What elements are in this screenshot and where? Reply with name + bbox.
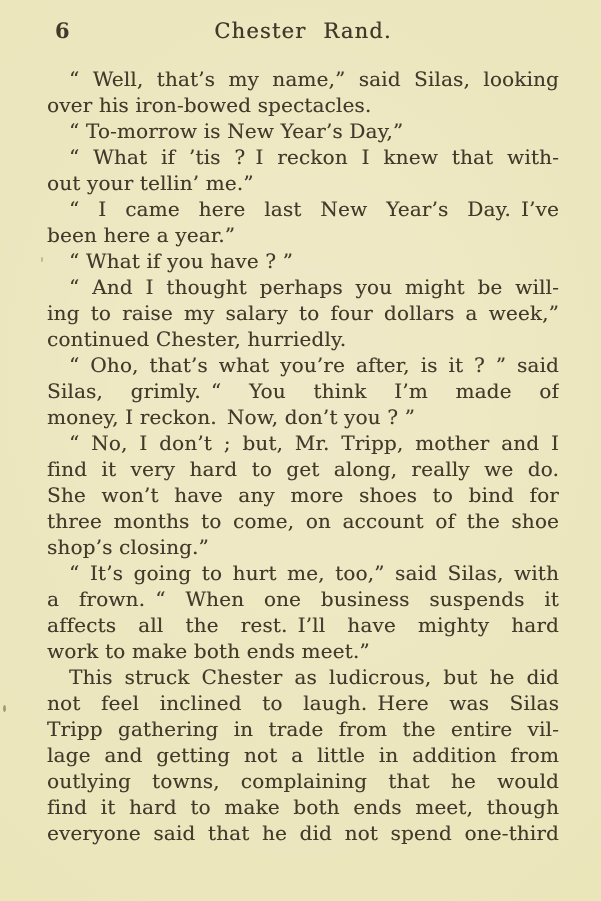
paragraph xyxy=(47,664,559,846)
text-line: “ What if ’tis ? I reckon I knew that with- xyxy=(69,145,559,169)
text-line: She won’t have any more shoes to bind for xyxy=(47,483,559,507)
paragraph xyxy=(47,352,559,430)
text-line: “ And I thought perhaps you might be will- xyxy=(69,275,559,299)
running-title: Chester Rand. xyxy=(214,19,392,43)
paragraph xyxy=(47,196,559,248)
text-line: “ Oho, that’s what you’re after, is it ? ” said xyxy=(69,353,559,377)
text-line: over his iron-bowed spectacles. xyxy=(47,93,372,117)
text-line: find it very hard to get along, really we do. xyxy=(47,457,559,481)
paragraph xyxy=(47,248,559,274)
text-line: “ What if you have ? ” xyxy=(69,249,293,273)
text-line: “ It’s going to hurt me, too,” said Silas, with xyxy=(69,561,559,585)
ink-speck xyxy=(41,257,43,262)
ink-speck xyxy=(3,705,6,712)
paragraph xyxy=(47,144,559,196)
text-line: Silas, grimly. “ You think I’m made of xyxy=(47,379,559,403)
text-line: “ Well, that’s my name,” said Silas, looking xyxy=(69,67,559,91)
text-line: “ To-morrow is New Year’s Day,” xyxy=(69,119,404,143)
text-line: not feel inclined to laugh. Here was Silas xyxy=(47,691,559,715)
text-line: find it hard to make both ends meet, though xyxy=(47,795,559,819)
text-line: three months to come, on account of the shoe xyxy=(47,509,559,533)
text-line: affects all the rest. I’ll have mighty hard xyxy=(47,613,559,637)
page-number: 6 xyxy=(55,18,71,43)
text-line: lage and getting not a little in addition from xyxy=(47,743,559,767)
running-head xyxy=(47,18,559,44)
text-line: shop’s closing.” xyxy=(47,535,209,559)
page-text xyxy=(47,66,559,846)
paragraph xyxy=(47,66,559,118)
paragraph xyxy=(47,274,559,352)
text-line: continued Chester, hurriedly. xyxy=(47,327,347,351)
text-line: Tripp gathering in trade from the entire vil- xyxy=(47,717,559,741)
text-line: out your tellin’ me.” xyxy=(47,171,254,195)
text-line: money, I reckon. Now, don’t you ? ” xyxy=(47,405,415,429)
paragraph xyxy=(47,118,559,144)
text-line: “ No, I don’t ; but, Mr. Tripp, mother and I xyxy=(69,431,559,455)
paragraph xyxy=(47,560,559,664)
text-line: a frown. “ When one business suspends it xyxy=(47,587,559,611)
text-line: outlying towns, complaining that he would xyxy=(47,769,559,793)
text-line: “ I came here last New Year’s Day. I’ve xyxy=(69,197,559,221)
text-line: work to make both ends meet.” xyxy=(47,639,370,663)
text-line: been here a year.” xyxy=(47,223,236,247)
paragraph xyxy=(47,430,559,560)
text-line: This struck Chester as ludicrous, but he did xyxy=(69,665,559,689)
text-line: everyone said that he did not spend one-third xyxy=(47,821,559,845)
text-line: ing to raise my salary to four dollars a week,” xyxy=(47,301,559,325)
